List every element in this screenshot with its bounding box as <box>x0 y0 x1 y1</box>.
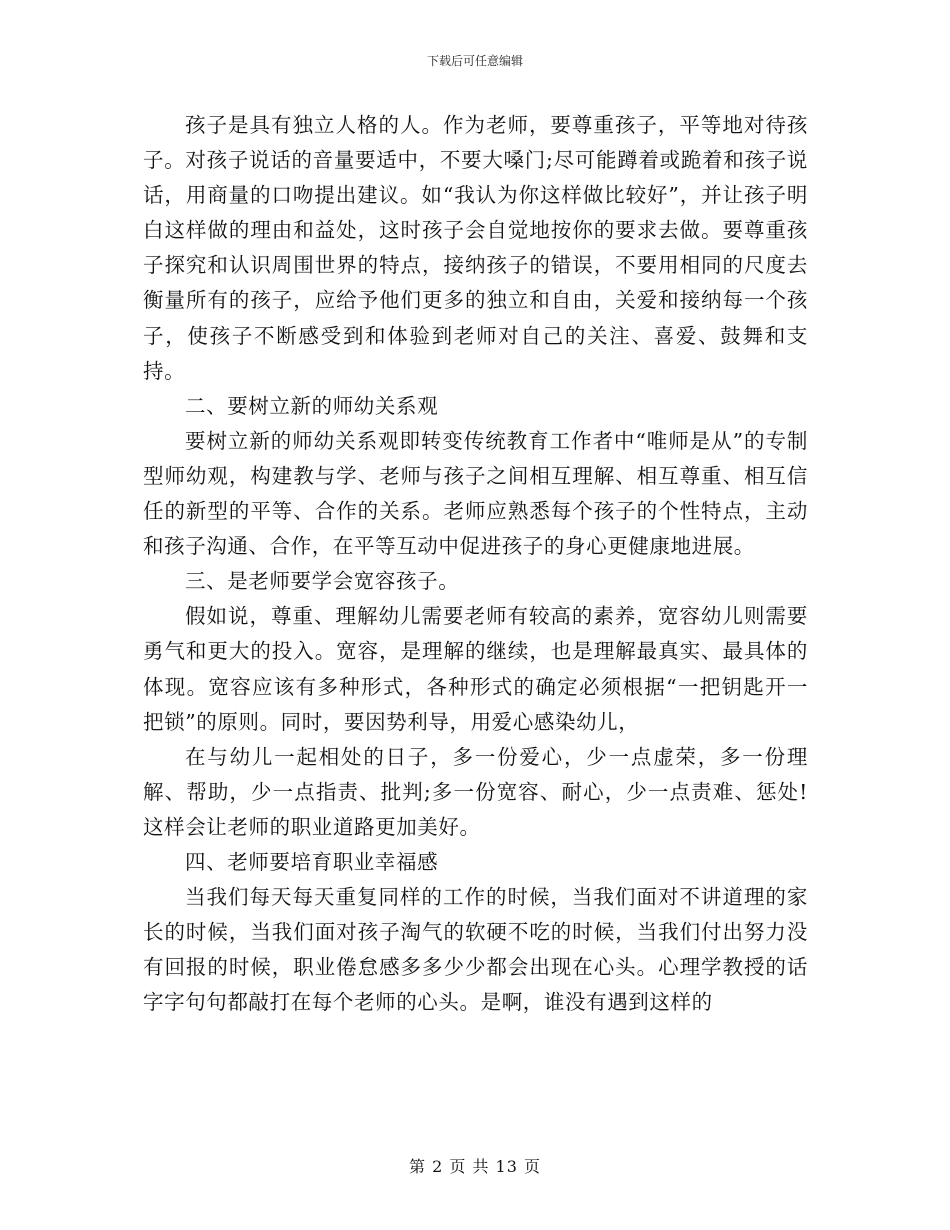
section-heading: 四、老师要培育职业幸福感 <box>185 849 439 874</box>
page-header: 下载后可任意编辑 <box>426 54 523 68</box>
page-number: 第 2 页 共 13 页 <box>409 1157 541 1176</box>
paragraph: 当我们每天每天重复同样的工作的时候，当我们面对不讲道理的家长的时候，当我们面对孩子淘气的软硬不吃的时候，当我们付出努力没有回报的时候，职业倦怠感多多少少都会出现在心头。心理学教授的话字字句句都敲打在每个老师的心头。是啊，谁没有遇到这样的 <box>143 885 808 1015</box>
paragraph: 要树立新的师幼关系观即转变传统教育工作者中“唯师是从”的专制型师幼观，构建教与学、老师与孩子之间相互理解、相互尊重、相互信任的新型的平等、合作的关系。老师应熟悉每个孩子的个性特点，主动和孩子沟通、合作，在平等互动中促进孩子的身心更健康地进展。 <box>143 428 808 559</box>
body-text <box>143 108 808 1020</box>
section-heading: 二、要树立新的师幼关系观 <box>185 393 439 418</box>
paragraph: 在与幼儿一起相处的日子，多一份爱心，少一点虚荣，多一份理解、帮助，少一点指责、批判;多一份宽容、耐心，少一点责难、惩处!这样会让老师的职业道路更加美好。 <box>143 744 808 839</box>
paragraph: 孩子是具有独立人格的人。作为老师，要尊重孩子，平等地对待孩子。对孩子说话的音量要适中，不要大嗓门;尽可能蹲着或跪着和孩子说话，用商量的口吻提出建议。如“我认为你这样做比较好”，并让孩子明白这样做的理由和益处，这时孩子会自觉地按你的要求去做。要尊重孩子探究和认识周围世界的特点，接纳孩子的错误，不要用相同的尺度去衡量所有的孩子，应给予他们更多的独立和自由，关爱和接纳每一个孩子，使孩子不断感受到和体验到老师对自己的关注、喜爱、鼓舞和支持。 <box>143 113 808 383</box>
paragraph: 假如说，尊重、理解幼儿需要老师有较高的素养，宽容幼儿则需要勇气和更大的投入。宽容，是理解的继续，也是理解最真实、最具体的体现。宽容应该有多种形式，各种形式的确定必须根据“一把钥匙开一把锁”的原则。同时，要因势利导，用爱心感染幼儿， <box>143 604 808 734</box>
section-heading: 三、是老师要学会宽容孩子。 <box>185 569 460 594</box>
